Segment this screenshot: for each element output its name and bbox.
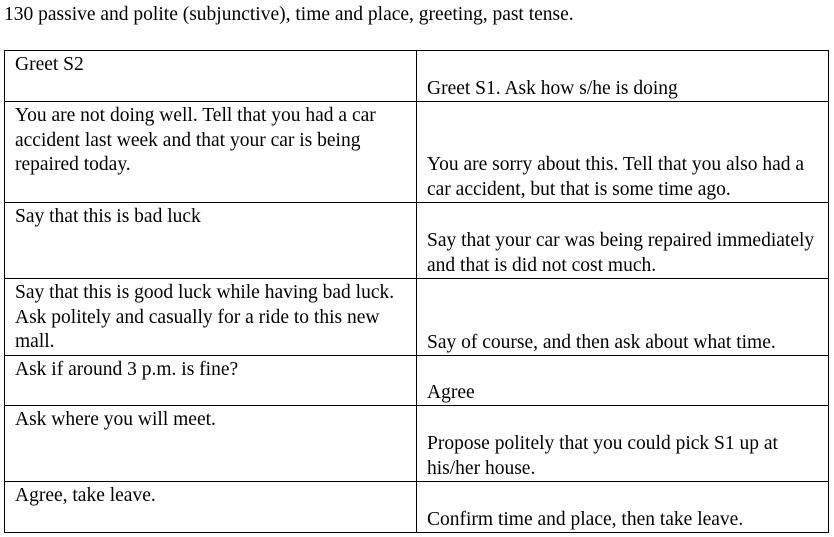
student1-cue: Confirm time and place, then take leave. bbox=[417, 481, 829, 532]
student2-cue: Agree, take leave. bbox=[5, 481, 417, 532]
table-row bbox=[5, 355, 829, 405]
dialogue-table bbox=[4, 50, 829, 533]
student2-cue: You are not doing well. Tell that you had a car accident last week and that your car is being repaired today. bbox=[5, 102, 417, 203]
table-row bbox=[5, 102, 829, 203]
table-row bbox=[5, 481, 829, 532]
table-row bbox=[5, 51, 829, 102]
page-heading: 130 passive and polite (subjunctive), time and place, greeting, past tense. bbox=[4, 4, 574, 25]
table-row bbox=[5, 203, 829, 279]
student2-cue: Ask where you will meet. bbox=[5, 405, 417, 481]
student1-cue: Say that your car was being repaired immediately and that is did not cost much. bbox=[417, 203, 829, 279]
student2-cue: Say that this is bad luck bbox=[5, 203, 417, 279]
student1-cue: Propose politely that you could pick S1 up at his/her house. bbox=[417, 405, 829, 481]
table-row bbox=[5, 405, 829, 481]
student2-cue: Ask if around 3 p.m. is fine? bbox=[5, 355, 417, 405]
table-row bbox=[5, 279, 829, 356]
student2-cue: Say that this is good luck while having bad luck. Ask politely and casually for a ride to this new mall. bbox=[5, 279, 417, 356]
student1-cue: Say of course, and then ask about what time. bbox=[417, 279, 829, 356]
student1-cue: Greet S1. Ask how s/he is doing bbox=[417, 51, 829, 102]
student1-cue: Agree bbox=[417, 355, 829, 405]
student1-cue: You are sorry about this. Tell that you also had a car accident, but that is some time ago. bbox=[417, 102, 829, 203]
student2-cue: Greet S2 bbox=[5, 51, 417, 102]
